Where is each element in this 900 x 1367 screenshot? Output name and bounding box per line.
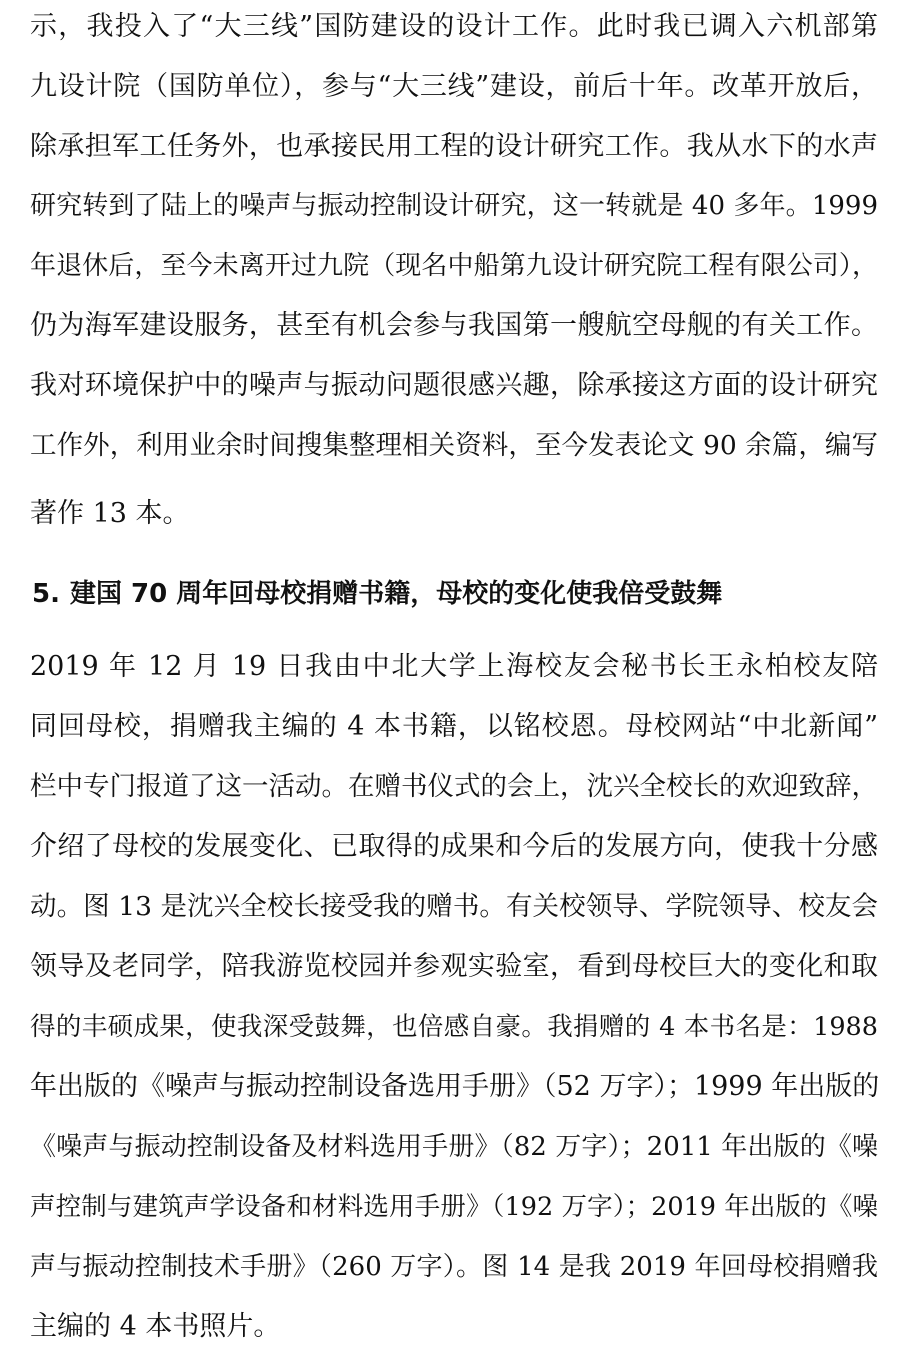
paragraph-line: 《噪声与振动控制设备及材料选用手册》（82 万字）；2011 年出版的《噪 [30,1132,878,1162]
paragraph-line: 2019 年 12 月 19 日我由中北大学上海校友会秘书长王永柏校友陪 [30,651,878,682]
paragraph-line: 介绍了母校的发展变化、已取得的成果和今后的发展方向，使我十分感 [30,831,878,862]
paragraph-line: 主编的 4 本书照片。 [30,1311,281,1342]
paragraph-line: 我对环境保护中的噪声与振动问题很感兴趣，除承接这方面的设计研究 [30,370,878,401]
paragraph-line: 年退休后，至今未离开过九院（现名中船第九设计研究院工程有限公司）， [30,251,878,281]
paragraph-line: 年出版的《噪声与振动控制设备选用手册》（52 万字）；1999 年出版的 [30,1071,880,1102]
section-heading [32,572,722,616]
paragraph-line: 著作 13 本。 [30,498,190,529]
paragraph-line: 栏中专门报道了这一活动。在赠书仪式的会上，沈兴全校长的欢迎致辞， [30,771,878,802]
section-number: 5. [32,579,60,609]
paragraph-line: 声控制与建筑声学设备和材料选用手册》（192 万字）；2019 年出版的《噪 [30,1192,878,1222]
paragraph-line: 得的丰硕成果，使我深受鼓舞，也倍感自豪。我捐赠的 4 本书名是：1988 [30,1012,878,1042]
paragraph-line: 声与振动控制技术手册》（260 万字）。图 14 是我 2019 年回母校捐赠我 [30,1252,878,1282]
paragraph-line: 研究转到了陆上的噪声与振动控制设计研究，这一转就是 40 多年。1999 [30,191,878,221]
paragraph-line: 示，我投入了“大三线”国防建设的设计工作。此时我已调入六机部第 [30,11,878,42]
paragraph-line: 九设计院（国防单位），参与“大三线”建设，前后十年。改革开放后， [30,71,878,102]
paragraph-line: 同回母校，捐赠我主编的 4 本书籍，以铭校恩。母校网站“中北新闻” [30,711,878,742]
paragraph-line: 工作外，利用业余时间搜集整理相关资料，至今发表论文 90 余篇，编写 [30,430,878,461]
paragraph-line: 动。图 13 是沈兴全校长接受我的赠书。有关校领导、学院领导、校友会 [30,891,878,922]
paragraph-line: 领导及老同学，陪我游览校园并参观实验室，看到母校巨大的变化和取 [30,951,878,982]
paragraph-line: 除承担军工任务外，也承接民用工程的设计研究工作。我从水下的水声 [30,131,878,162]
paragraph-line: 仍为海军建设服务，甚至有机会参与我国第一艘航空母舰的有关工作。 [30,310,878,341]
section-title: 建国 70 周年回母校捐赠书籍，母校的变化使我倍受鼓舞 [69,579,723,609]
